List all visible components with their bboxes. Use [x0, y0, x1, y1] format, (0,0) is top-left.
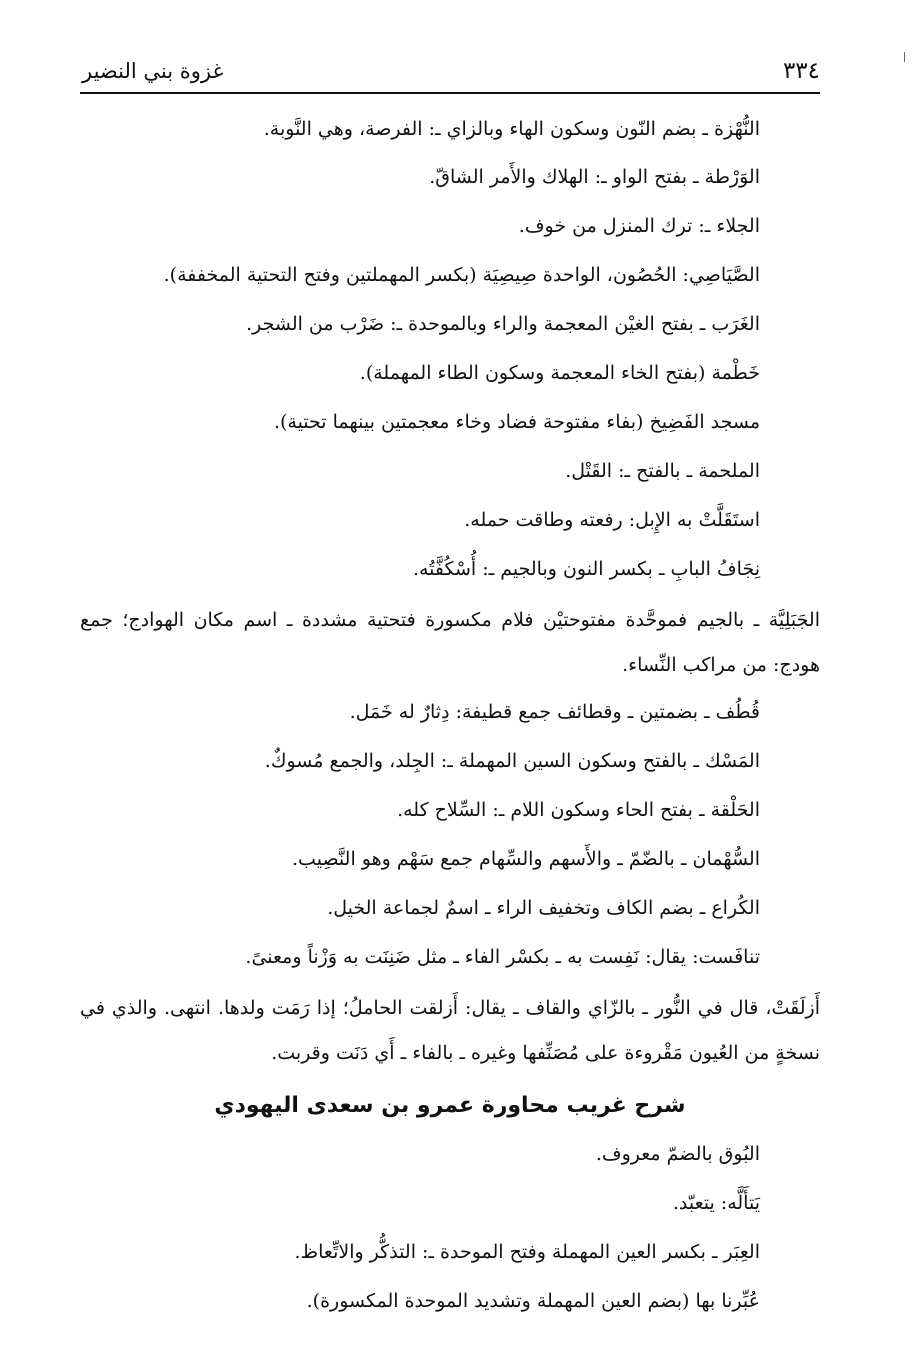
glossary-entry: المَسْك ـ بالفتح وسكون السين المهملة ـ: الجِلد، والجمع مُسوكٌ. [264, 750, 760, 772]
glossary-entry: الملحمة ـ بالفتح ـ: القَتْل. [565, 460, 760, 482]
glossary-body [80, 110, 820, 1340]
glossary-entry: النُّهْزة ـ بضم النّون وسكون الهاء وبالزاي ـ: الفرصة، وهي النَّوبة. [263, 118, 760, 140]
glossary-entry: الكُراع ـ بضم الكاف وتخفيف الراء ـ اسمٌ لجماعة الخيل. [327, 897, 760, 919]
glossary-entry: يَتأَلَّه: يتعبّد. [672, 1192, 760, 1214]
glossary-entry: نِجَافُ البابِ ـ بكسر النون وبالجيم ـ: أُسْكُفَّتُه. [412, 558, 760, 580]
glossary-entry: البُوق بالضمّ معروف. [595, 1143, 760, 1165]
section-heading: شرح غريب محاورة عمرو بن سعدى اليهودي [214, 1093, 686, 1118]
header-rule [80, 92, 820, 94]
glossary-entry: استَقَلَّتْ به الإِبل: رفعته وطاقت حمله. [464, 509, 760, 531]
running-title: غزوة بني النضير [82, 59, 224, 83]
page-number: ٣٣٤ [782, 58, 820, 84]
scan-mark [904, 52, 905, 62]
glossary-entry: الجلاء ـ: ترك المنزل من خوف. [518, 215, 760, 237]
glossary-entry: قُطُف ـ بضمتين ـ وقطائف جمع قطيفة: دِثارٌ له خَمَل. [349, 701, 760, 723]
glossary-entry: الجَبَلِيَّة ـ بالجيم فموحَّدة مفتوحتيْن فلام مكسورة فتحتية مشددة ـ اسم مكان الهوادج؛ جمع هودج: من مراكب النِّساء. [80, 609, 820, 676]
glossary-entry: الغَرَب ـ بفتح الغيْن المعجمة والراء وبالموحدة ـ: ضَرْب من الشجر. [246, 313, 760, 335]
glossary-entry: مسجد الفَضِيخ (بفاء مفتوحة فضاد وخاء معجمتين بينهما تحتية). [273, 411, 760, 433]
glossary-entry: العِبَر ـ بكسر العين المهملة وفتح الموحدة ـ: التذكُّر والاتِّعاظ. [294, 1241, 760, 1263]
glossary-entry: الحَلْقة ـ بفتح الحاء وسكون اللام ـ: السِّلاح كله. [397, 799, 760, 821]
glossary-entry: الصَّيَاصِي: الحُصُون، الواحدة صِيصِيَة (بكسر المهملتين وفتح التحتية المخففة). [163, 264, 760, 286]
page-header [80, 44, 820, 94]
glossary-entry: الوَرْطة ـ بفتح الواو ـ: الهلاك والأَمر الشاقّ. [429, 166, 760, 188]
glossary-entry: السُّهْمان ـ بالضّمّ ـ والأَسهم والسِّهام جمع سَهْم وهو النَّصِيب. [292, 848, 760, 870]
glossary-entry: تنافَست: يقال: نَفِست به ـ بكسْر الفاء ـ مثل ضَنِنَت به وَزْناً ومعنىً. [245, 946, 760, 968]
glossary-entry: عُبِّرنا بها (بضم العين المهملة وتشديد الموحدة المكسورة). [306, 1290, 760, 1312]
glossary-entry: خَطْمة (بفتح الخاء المعجمة وسكون الطاء المهملة). [359, 362, 760, 384]
glossary-entry: أَزلَقَتْ، قال في النُّور ـ بالزّاي والقاف ـ يقال: أَزلقت الحاملُ؛ إذا رَمَت ولدها. انتهى. والذي في نسخةٍ من العُيون مَقْروءة على مُصَنِّفها وغيره ـ بالفاء ـ أَي دَنَت وقربت. [80, 997, 820, 1064]
